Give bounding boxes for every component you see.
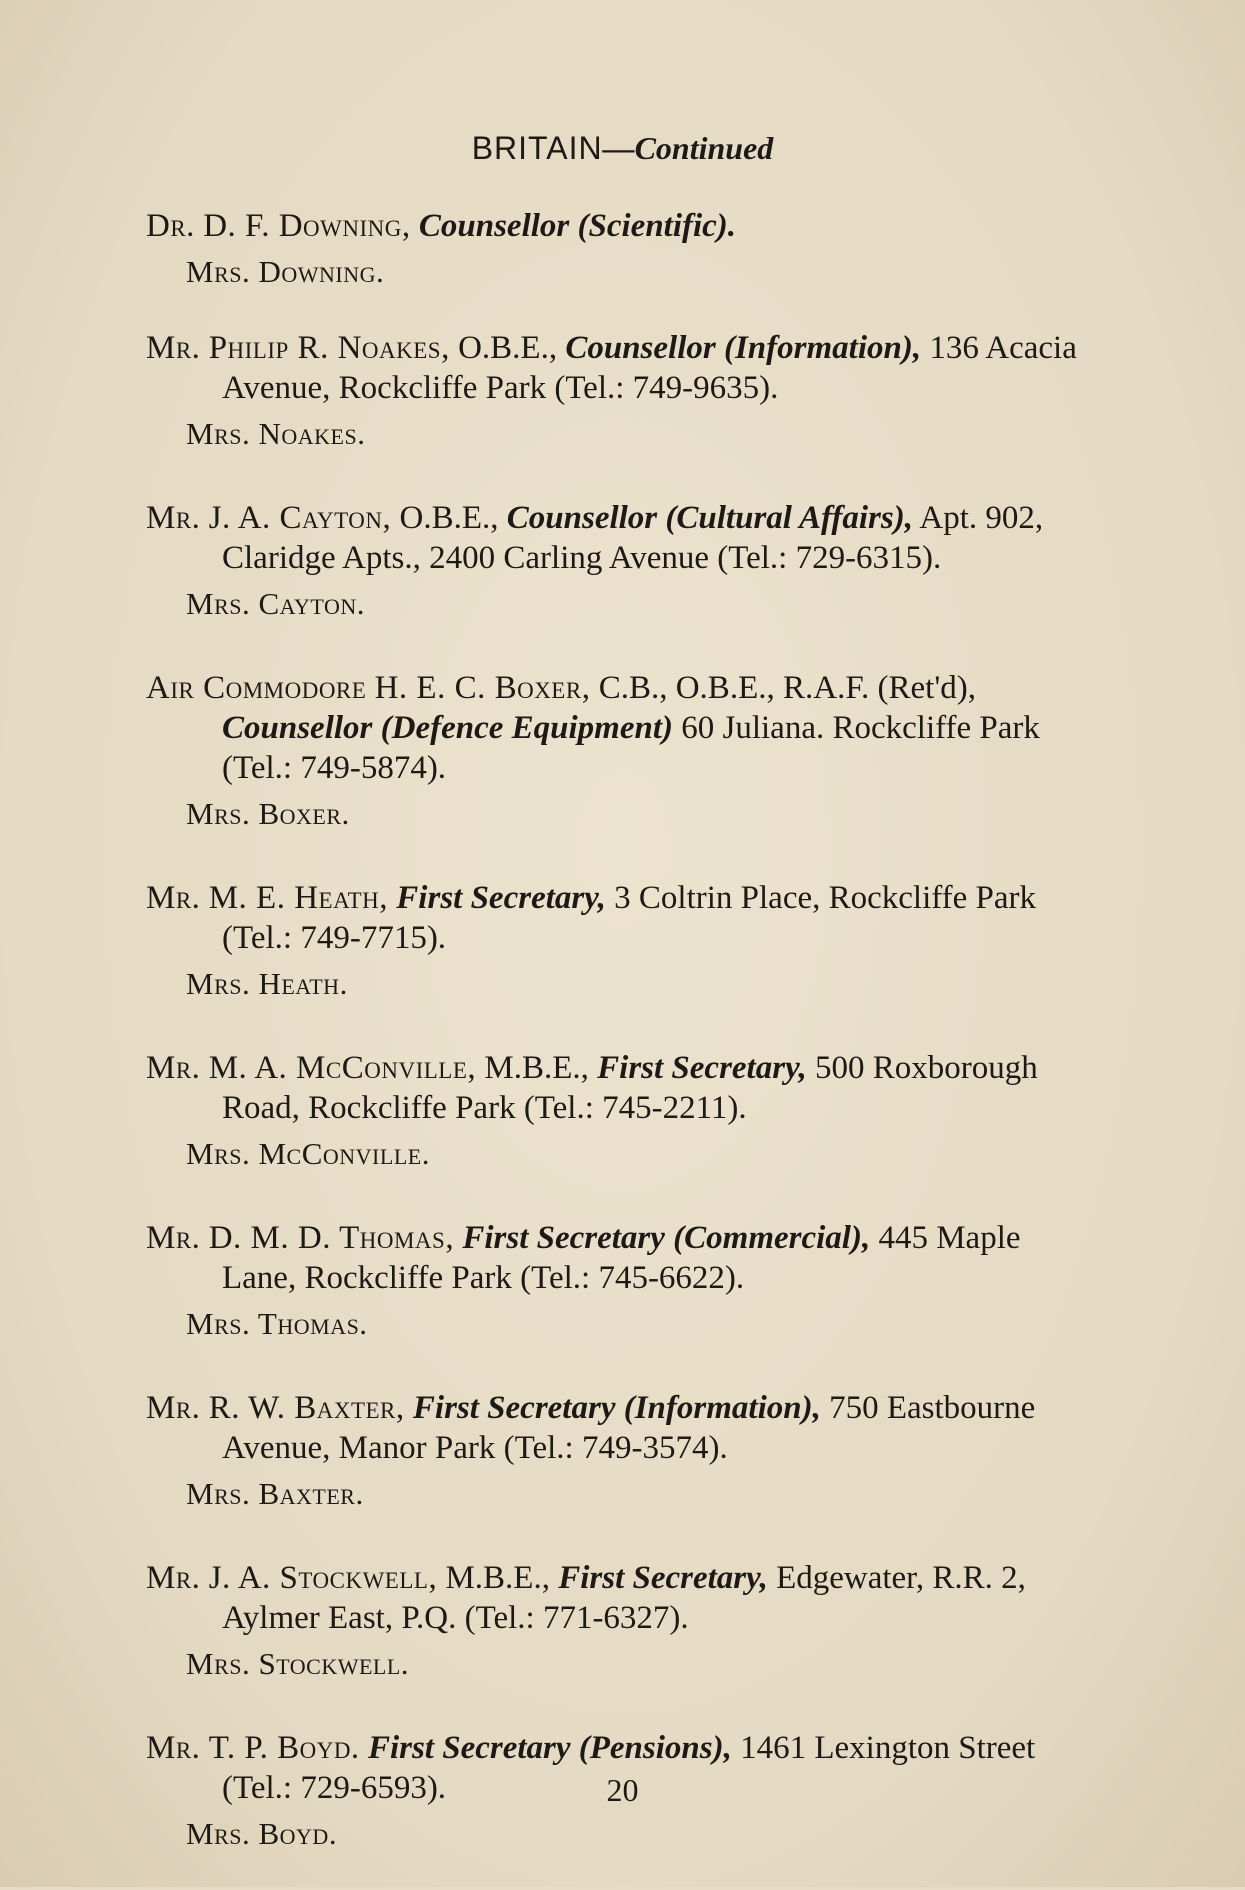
staff-entry	[146, 206, 1086, 292]
running-head-continued: —Continued	[602, 130, 774, 166]
staff-entry	[146, 878, 1086, 1004]
entry-role: Counsellor (Cultural Affairs),	[506, 500, 913, 536]
entry-spouse: Mrs. Baxter.	[186, 1476, 364, 1511]
entry-spouse: Mrs. Boxer.	[186, 796, 350, 831]
entry-name: J. A. Stockwell,	[208, 1560, 438, 1596]
staff-list	[146, 206, 1086, 1890]
entry-name: D. M. D. Thomas,	[208, 1220, 455, 1256]
entry-role: First Secretary (Pensions),	[367, 1730, 732, 1766]
entry-details: Apt. 902, Claridge Apts., 2400 Carling Avenue (Tel.: 729-6315).	[222, 500, 1044, 576]
entry-title: Mr.	[146, 1560, 201, 1596]
staff-entry	[146, 1048, 1086, 1174]
page-number: 20	[606, 1772, 639, 1808]
entry-role: Counsellor (Defence Equipment)	[222, 710, 673, 746]
staff-entry	[146, 328, 1086, 454]
entry-details: 500 Roxborough Road, Rockcliffe Park (Tel.: 745-2211).	[222, 1050, 1038, 1126]
entry-honours: C.B., O.B.E., R.A.F. (Ret'd),	[590, 670, 977, 706]
staff-entry	[146, 668, 1086, 834]
entry-title: Mr.	[146, 1220, 201, 1256]
entry-honours: M.B.E.,	[437, 1560, 550, 1596]
entry-main	[146, 878, 1086, 958]
running-head	[0, 130, 1245, 167]
entry-details: 750 Eastbourne Avenue, Manor Park (Tel.: 749-3574).	[222, 1390, 1036, 1466]
entry-name: Philip R. Noakes,	[208, 330, 450, 366]
staff-entry	[146, 1218, 1086, 1344]
entry-details: 1461 Lexington Street (Tel.: 729-6593).	[222, 1730, 1036, 1806]
entry-name: R. W. Baxter,	[208, 1390, 405, 1426]
entry-role: First Secretary (Commercial),	[462, 1220, 871, 1256]
entry-role: Counsellor (Scientific).	[418, 208, 737, 244]
entry-title: Mr.	[146, 880, 201, 916]
entry-main	[146, 206, 1086, 246]
entry-main	[146, 1218, 1086, 1298]
entry-details: Edgewater, R.R. 2, Aylmer East, P.Q. (Tel.: 771-6327).	[222, 1560, 1026, 1636]
entry-details: 60 Juliana. Rockcliffe Park (Tel.: 749-5874).	[222, 710, 1040, 786]
entry-spouse: Mrs. Boyd.	[186, 1816, 338, 1851]
entry-name: T. P. Boyd.	[208, 1730, 360, 1766]
entry-title: Mr.	[146, 500, 201, 536]
entry-spouse: Mrs. Heath.	[186, 966, 348, 1001]
entry-role: First Secretary,	[597, 1050, 807, 1086]
entry-name: J. A. Cayton,	[208, 500, 392, 536]
entry-spouse: Mrs. Cayton.	[186, 586, 365, 621]
staff-entry	[146, 1558, 1086, 1684]
entry-name: M. E. Heath,	[208, 880, 389, 916]
entry-name: H. E. C. Boxer,	[374, 670, 591, 706]
entry-details: 136 Acacia Avenue, Rockcliffe Park (Tel.: 749-9635).	[222, 330, 1077, 406]
running-head-country: BRITAIN	[471, 130, 603, 166]
staff-entry	[146, 498, 1086, 624]
entry-honours: O.B.E.,	[391, 500, 499, 536]
entry-title: Mr.	[146, 1730, 201, 1766]
entry-role: First Secretary,	[396, 880, 606, 916]
entry-title: Mr.	[146, 1050, 201, 1086]
entry-main	[146, 328, 1086, 408]
entry-details: 445 Maple Lane, Rockcliffe Park (Tel.: 745-6622).	[222, 1220, 1021, 1296]
entry-main	[146, 1388, 1086, 1468]
entry-title: Air Commodore	[146, 670, 367, 706]
entry-honours: O.B.E.,	[449, 330, 558, 366]
entry-spouse: Mrs. Thomas.	[186, 1306, 368, 1341]
entry-main	[146, 1558, 1086, 1638]
entry-details: 3 Coltrin Place, Rockcliffe Park (Tel.: 749-7715).	[222, 880, 1037, 956]
entry-name: M. A. McConville,	[208, 1050, 477, 1086]
entry-role: First Secretary,	[558, 1560, 768, 1596]
staff-entry	[146, 1388, 1086, 1514]
entry-main	[146, 1048, 1086, 1128]
entry-role: Counsellor (Information),	[565, 330, 922, 366]
entry-name: D. F. Downing,	[203, 208, 411, 244]
entry-title: Mr.	[146, 1390, 201, 1426]
entry-main	[146, 668, 1086, 788]
entry-role: First Secretary (Information),	[412, 1390, 821, 1426]
entry-main	[146, 498, 1086, 578]
entry-spouse: Mrs. Downing.	[186, 254, 385, 289]
entry-spouse: Mrs. McConville.	[186, 1136, 430, 1171]
entry-spouse: Mrs. Stockwell.	[186, 1646, 410, 1681]
entry-title: Mr.	[146, 330, 201, 366]
entry-title: Dr.	[146, 208, 195, 244]
entry-honours: M.B.E.,	[476, 1050, 589, 1086]
entry-spouse: Mrs. Noakes.	[186, 416, 366, 451]
